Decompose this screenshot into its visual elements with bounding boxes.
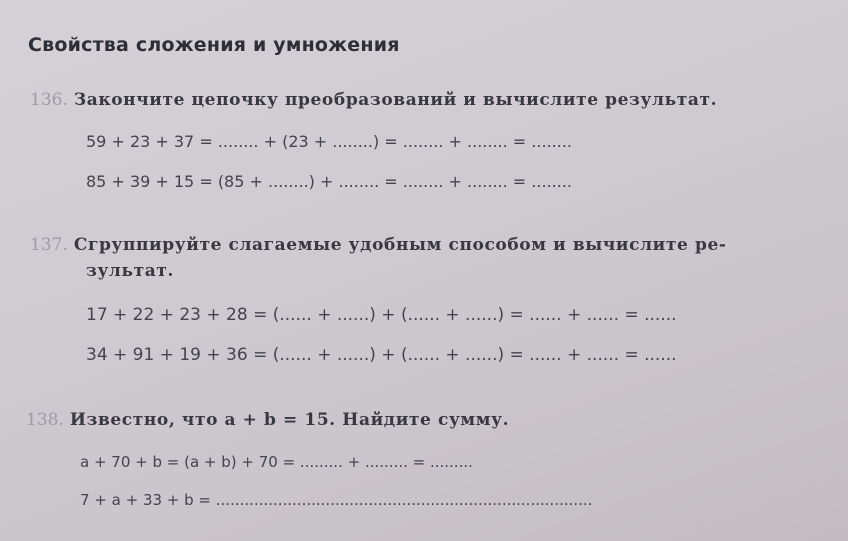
task-instruction-continuation: зультат.: [86, 261, 175, 281]
equation-line: 85 + 39 + 15 = (85 + ........) + ........ = ........ + ........ = ........: [86, 172, 572, 191]
task-137-continuation: [86, 261, 174, 281]
equation-line: a + 70 + b = (a + b) + 70 = ......... + ......... = .........: [80, 453, 473, 471]
task-number: 138.: [26, 410, 64, 430]
equation-line: 59 + 23 + 37 = ........ + (23 + ........) = ........ + ........ = ........: [86, 132, 572, 151]
equation-line: 17 + 22 + 23 + 28 = (...... + ......) + (...... + ......) = ...... + ...... = ......: [86, 305, 677, 325]
task-136: [30, 90, 717, 110]
task-138: [26, 410, 509, 430]
task-instruction: Известно, что a + b = 15. Найдите сумму.: [69, 410, 510, 430]
equation-line: 34 + 91 + 19 + 36 = (...... + ......) + (...... + ......) = ...... + ...... = ......: [86, 345, 677, 365]
task-137: [30, 235, 727, 255]
task-instruction: Закончите цепочку преобразований и вычислите результат.: [73, 90, 718, 110]
task-number: 137.: [30, 235, 68, 255]
equation-line: 7 + a + 33 + b = ...............................................................................: [80, 491, 593, 509]
section-heading: Свойства сложения и умножения: [28, 34, 400, 56]
task-instruction: Сгруппируйте слагаемые удобным способом и вычислите ре-: [73, 235, 727, 255]
task-number: 136.: [30, 90, 68, 110]
